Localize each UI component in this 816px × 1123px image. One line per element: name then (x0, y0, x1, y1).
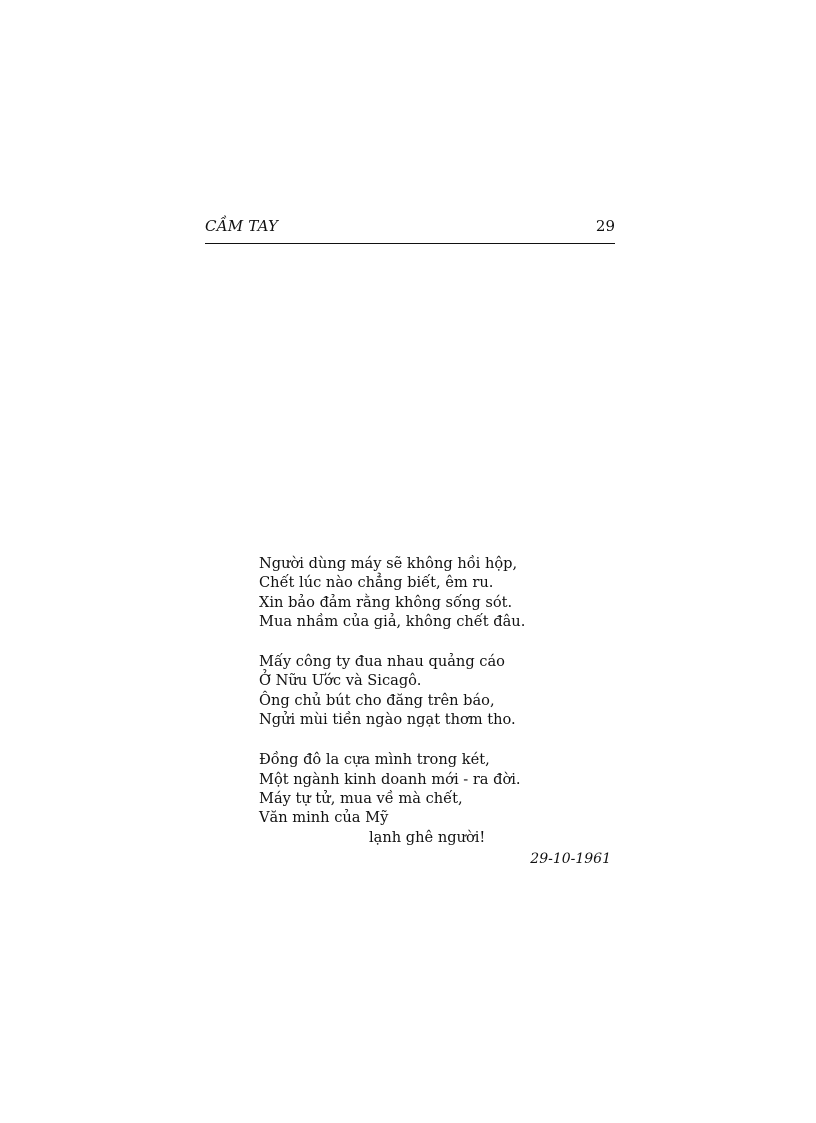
poem-line: Ông chủ bút cho đăng trên báo, (259, 691, 495, 709)
stanza-2 (259, 652, 619, 729)
poem-line: Đồng đô la cựa mình trong két, (259, 751, 490, 769)
stanza-1 (259, 554, 619, 631)
poem-line: Mấy công ty đua nhau quảng cáo (259, 653, 505, 671)
page-number: 29 (595, 217, 615, 235)
poem-line: Một ngành kinh doanh mới - ra đời. (259, 770, 521, 788)
poem (259, 554, 619, 868)
poem-line: Ở Nữu Ước và Sicagô. (259, 672, 422, 690)
poem-date: 29-10-1961 (530, 851, 611, 867)
poem-line: Mua nhầm của giả, không chết đâu. (259, 612, 526, 630)
poem-line: Xin bảo đảm rằng không sống sót. (259, 593, 513, 611)
poem-line: Chết lúc nào chẳng biết, êm ru. (259, 574, 494, 592)
stanza-3 (259, 750, 619, 846)
poem-line: Người dùng máy sẽ không hồi hộp, (259, 555, 518, 572)
running-title: CẦM TAY (205, 217, 279, 235)
poem-line: Máy tự tử, mua về mà chết, (259, 789, 463, 807)
poem-line: Văn minh của Mỹ (259, 809, 389, 827)
poem-line: Ngửi mùi tiền ngào ngạt thơm tho. (259, 711, 516, 729)
page-header (205, 216, 615, 244)
poem-line-indented: lạnh ghê người! (369, 828, 486, 846)
